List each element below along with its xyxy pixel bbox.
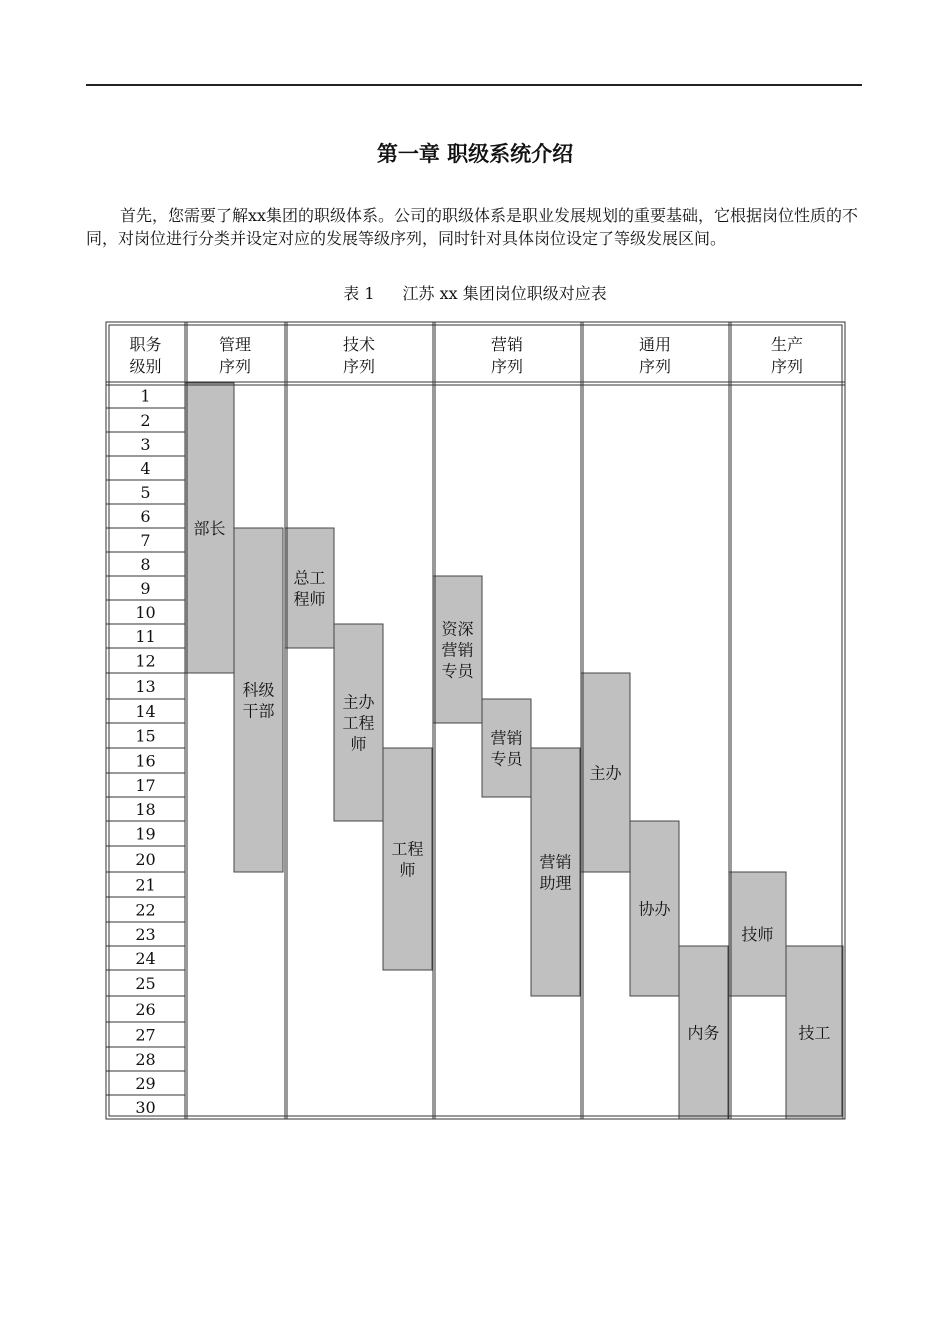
level-number: 19 [135,824,156,844]
level-number: 9 [140,579,151,598]
column-header: 级别 [129,357,162,376]
level-band [285,528,334,648]
level-number: 18 [135,800,156,819]
level-number: 27 [135,1025,156,1045]
level-number: 22 [135,900,156,920]
band-label: 工程 [391,839,424,859]
band-label: 营销 [490,728,523,748]
level-number: 16 [135,751,156,771]
level-number: 28 [135,1050,156,1069]
band-label: 工程 [342,713,375,733]
level-number: 4 [140,459,151,478]
band-label: 营销 [441,640,474,660]
band-label: 程师 [293,589,326,609]
band-label: 专员 [490,749,523,769]
level-number: 21 [135,875,156,895]
column-header: 序列 [342,357,376,376]
level-number: 14 [135,702,156,721]
band-label: 主办 [342,692,375,712]
level-number: 24 [135,949,156,968]
band-label: 主办 [589,763,622,783]
level-number: 26 [135,1000,156,1019]
level-number: 12 [135,651,156,671]
column-header: 通用 [638,335,672,354]
band-label: 内务 [687,1023,720,1043]
level-number: 7 [140,531,151,550]
band-label: 协办 [638,899,671,919]
table-caption-label: 表 1 [343,284,375,303]
level-number: 30 [135,1098,156,1117]
table-caption-text: 江苏 xx 集团岗位职级对应表 [402,284,607,303]
level-number: 29 [135,1074,156,1093]
column-header: 序列 [770,357,804,376]
band-label: 科级 [242,680,275,700]
level-number: 5 [140,483,151,502]
band-label: 专员 [441,661,474,681]
level-band [383,748,432,970]
intro-paragraph-text: 首先，您需要了解xx集团的职级体系。公司的职级体系是职业发展规划的重要基础，它根据岗位性质的不同，对岗位进行分类并设定对应的发展等级序列，同时针对具体岗位设定了等级发展区间。 [86,206,859,248]
band-label: 技工 [798,1023,831,1043]
band-label: 师 [399,860,416,880]
column-header: 职务 [129,335,162,354]
level-number: 25 [135,974,156,993]
level-band [482,699,531,797]
column-header: 序列 [638,357,672,376]
band-label: 技师 [741,925,774,944]
level-number: 10 [135,603,156,622]
level-number: 8 [140,555,151,574]
level-band [531,748,580,996]
column-header: 序列 [218,357,252,376]
level-band [234,528,283,872]
band-label: 助理 [539,873,572,893]
chapter-title: 第一章 职级系统介绍 [376,142,574,166]
level-number: 13 [135,677,156,696]
column-header: 序列 [490,357,524,376]
band-label: 资深 [441,619,474,639]
level-number: 20 [135,850,156,869]
level-number: 17 [135,776,156,795]
level-number: 2 [140,411,151,430]
level-number: 11 [135,627,156,646]
level-number: 15 [135,726,156,746]
level-number: 1 [140,386,151,406]
column-header: 生产 [770,335,804,354]
column-header: 管理 [218,335,252,354]
band-label: 总工 [293,568,326,588]
band-label: 营销 [539,852,572,872]
band-label: 部长 [193,519,226,538]
level-number: 3 [140,435,151,454]
band-label: 师 [350,734,367,754]
level-number: 6 [140,507,151,526]
level-number: 23 [135,925,156,944]
column-header: 技术 [342,335,376,354]
column-header: 营销 [490,335,524,354]
band-label: 干部 [242,701,275,721]
